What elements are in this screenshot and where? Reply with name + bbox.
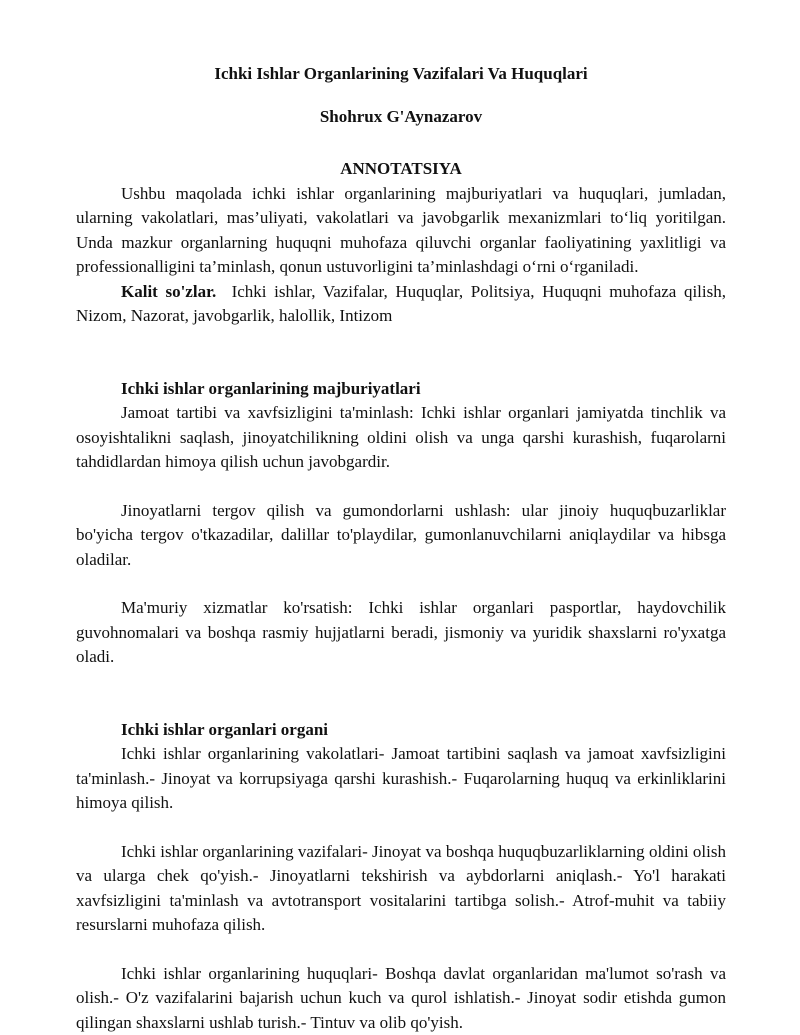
document-title: Ichki Ishlar Organlarining Vazifalari Va Huquqlari	[214, 64, 588, 83]
spacer	[76, 572, 726, 596]
spacer	[76, 475, 726, 499]
keywords-paragraph	[76, 280, 726, 329]
annotation-heading: ANNOTATSIYA	[340, 159, 462, 178]
section-heading-organ: Ichki ishlar organlari organi	[121, 719, 329, 739]
keywords-list: Ichki ishlar, Vazifalar, Huquqlar, Politsiya, Huquqni muhofaza qilish, Nizom, Nazorat, javobgarlik, halollik, Intizom	[76, 281, 726, 325]
document-page	[76, 62, 726, 1035]
section-paragraph: Jinoyatlarni tergov qilish va gumondorlarni ushlash: ular jinoiy huquqbuzarliklar bo'yicha tergov o'tkazadilar, dalillar to'playdilar, gumonlanuvchilarni aniqlaydilar va hibsga oladilar.	[76, 500, 726, 569]
spacer	[76, 329, 726, 377]
spacer	[76, 694, 726, 718]
section-paragraph: Jamoat tartibi va xavfsizligini ta'minlash: Ichki ishlar organlari jamiyatda tinchlik va osoyishtalikni saqlash, jinoyatchilikning oldini olish va unga qarshi kurashish, fuqarolarni tahdidlardan himoya qilish uchun javobgardir.	[76, 403, 726, 471]
spacer	[76, 670, 726, 694]
section-heading-duties: Ichki ishlar organlarining majburiyatlari	[121, 378, 421, 398]
spacer	[76, 938, 726, 962]
author-name: Shohrux G'Aynazarov	[319, 106, 483, 126]
keywords-label: Kalit so'zlar.	[121, 281, 217, 301]
section-paragraph: Ichki ishlar organlarining huquqlari- Boshqa davlat organlaridan ma'lumot so'rash va olish.- O'z vazifalarini bajarish uchun kuch va qurol ishlatish.- Jinoyat sodir etishda gumon qilingan shaxslarni ushlab turish.- Tintuv va olib qo'yish.	[76, 963, 726, 1032]
spacer	[76, 816, 726, 840]
section-paragraph: Ichki ishlar organlarining vakolatlari- Jamoat tartibini saqlash va jamoat xavfsizligini ta'minlash.- Jinoyat va korrupsiyaga qarshi kurashish.- Fuqarolarning huquq va erkinliklarini himoya qilish.	[76, 744, 726, 812]
section-paragraph: Ichki ishlar organlarining vazifalari- Jinoyat va boshqa huquqbuzarliklarning oldini olish va ularga chek qo'yish.- Jinoyatlarni tekshirish va aybdorlarni aniqlash.- Yo'l harakati xavfsizligini ta'minlash va avtotransport vositalarini tartibga solish.- Atrof-muhit va tabiiy resurslarni muhofaza qilish.	[76, 841, 726, 934]
annotation-text: Ushbu maqolada ichki ishlar organlarining majburiyatlari va huquqlari, jumladan, ularning vakolatlari, mas’uliyati, vakolatlari va javobgarlik mexanizmlari to‘liq yoritilgan. Unda mazkur organlarning huquqni muhofaza qiluvchi organlar faoliyatining yaxlitligi va professionalligini ta’minlash, qonun ustuvorligini ta’minlashdagi o‘rni o‘rganiladi.	[76, 183, 726, 276]
section-paragraph: Ma'muriy xizmatlar ko'rsatish: Ichki ishlar organlari pasportlar, haydovchilik guvohnomalari va boshqa rasmiy hujjatlarni beradi, jismoniy va yuridik shaxslarni ro'yxatga oladi.	[76, 598, 726, 666]
